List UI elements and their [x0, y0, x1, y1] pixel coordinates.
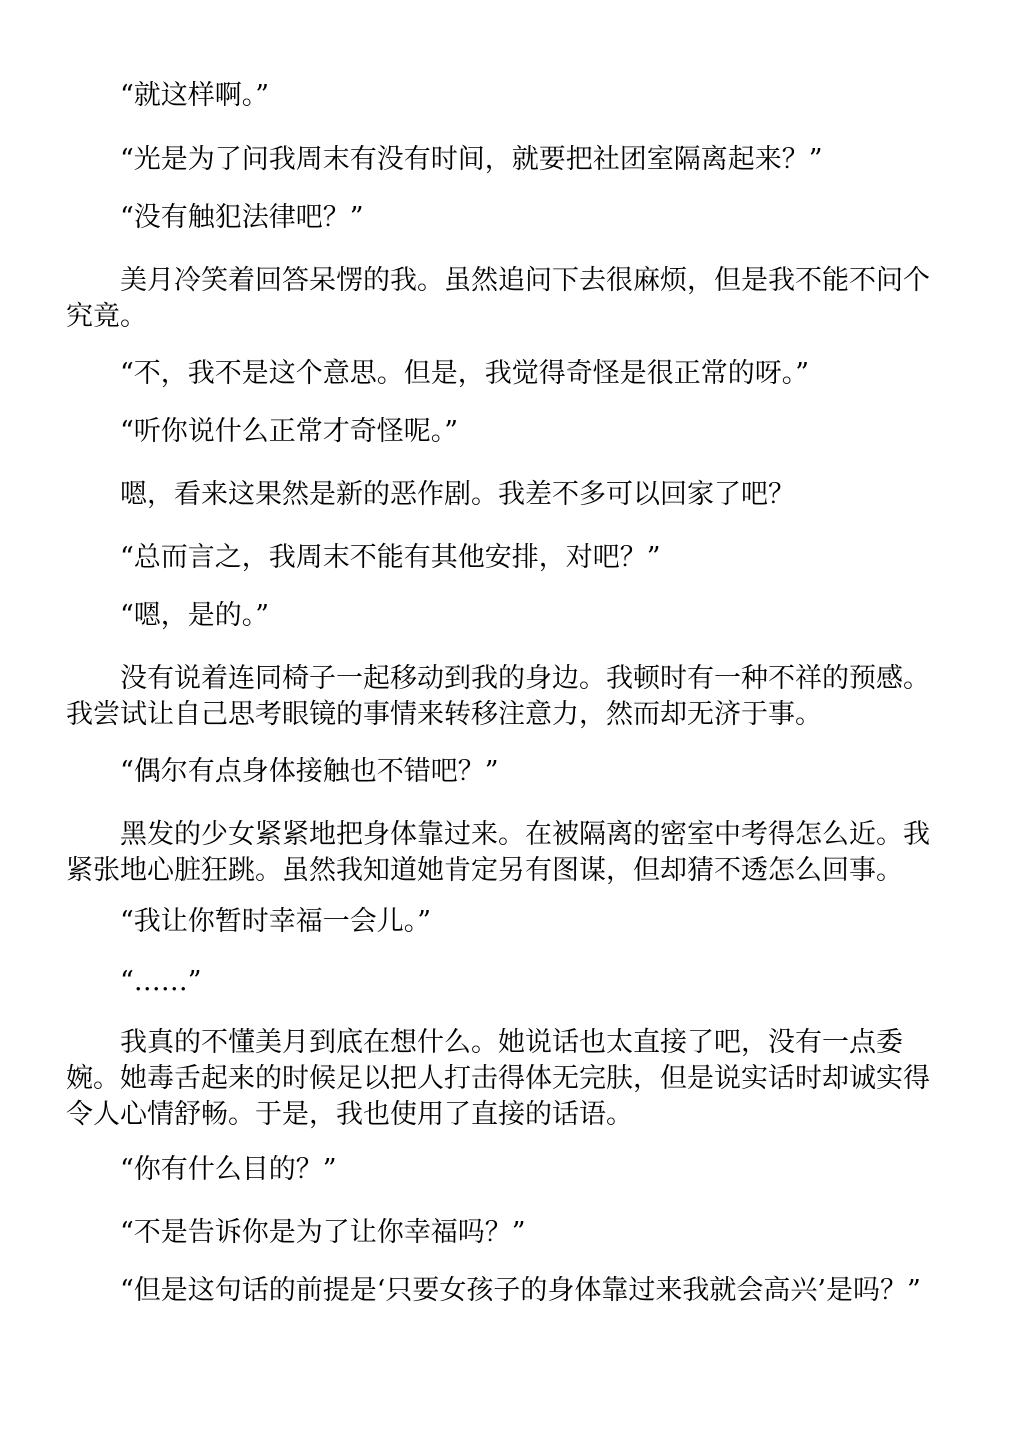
paragraph: “总而言之，我周末不能有其他安排，对吧？”	[120, 542, 661, 573]
paragraph: 嗯，看来这果然是新的恶作剧。我差不多可以回家了吧？	[120, 479, 795, 510]
paragraph: “就这样啊。”	[120, 80, 270, 111]
paragraph: “没有触犯法律吧？”	[120, 202, 364, 233]
paragraph: 黑发的少女紧紧地把身体靠过来。在被隔离的密室中考得怎么近。我紧张地心脏狂跳。虽然我知道她肯定另有图谋，但却猜不透怎么回事。	[66, 819, 930, 886]
paragraph: “嗯，是的。”	[120, 600, 270, 631]
paragraph: “我让你暂时幸福一会儿。”	[120, 906, 432, 937]
paragraph: “你有什么目的？”	[120, 1154, 337, 1185]
paragraph: “偶尔有点身体接触也不错吧？”	[120, 756, 499, 787]
paragraph: “不，我不是这个意思。但是，我觉得奇怪是很正常的呀。”	[120, 358, 810, 389]
paragraph: “不是告诉你是为了让你幸福吗？”	[120, 1217, 526, 1248]
paragraph: 没有说着连同椅子一起移动到我的身边。我顿时有一种不祥的预感。我尝试让自己思考眼镜的事情来转移注意力，然而却无济于事。	[66, 663, 930, 730]
paragraph: “但是这句话的前提是‘只要女孩子的身体靠过来我就会高兴’是吗？”	[120, 1275, 921, 1306]
paragraph: 美月冷笑着回答呆愣的我。虽然追问下去很麻烦，但是我不能不问个究竟。	[66, 265, 930, 332]
paragraph: 我真的不懂美月到底在想什么。她说话也太直接了吧，没有一点委婉。她毒舌起来的时候足以把人打击得体无完肤，但是说实话时却诚实得令人心情舒畅。于是，我也使用了直接的话语。	[66, 1027, 930, 1130]
paragraph: “光是为了问我周末有没有时间，就要把社团室隔离起来？”	[120, 144, 823, 175]
paragraph: “……”	[120, 966, 202, 997]
paragraph: “听你说什么正常才奇怪呢。”	[120, 416, 459, 447]
